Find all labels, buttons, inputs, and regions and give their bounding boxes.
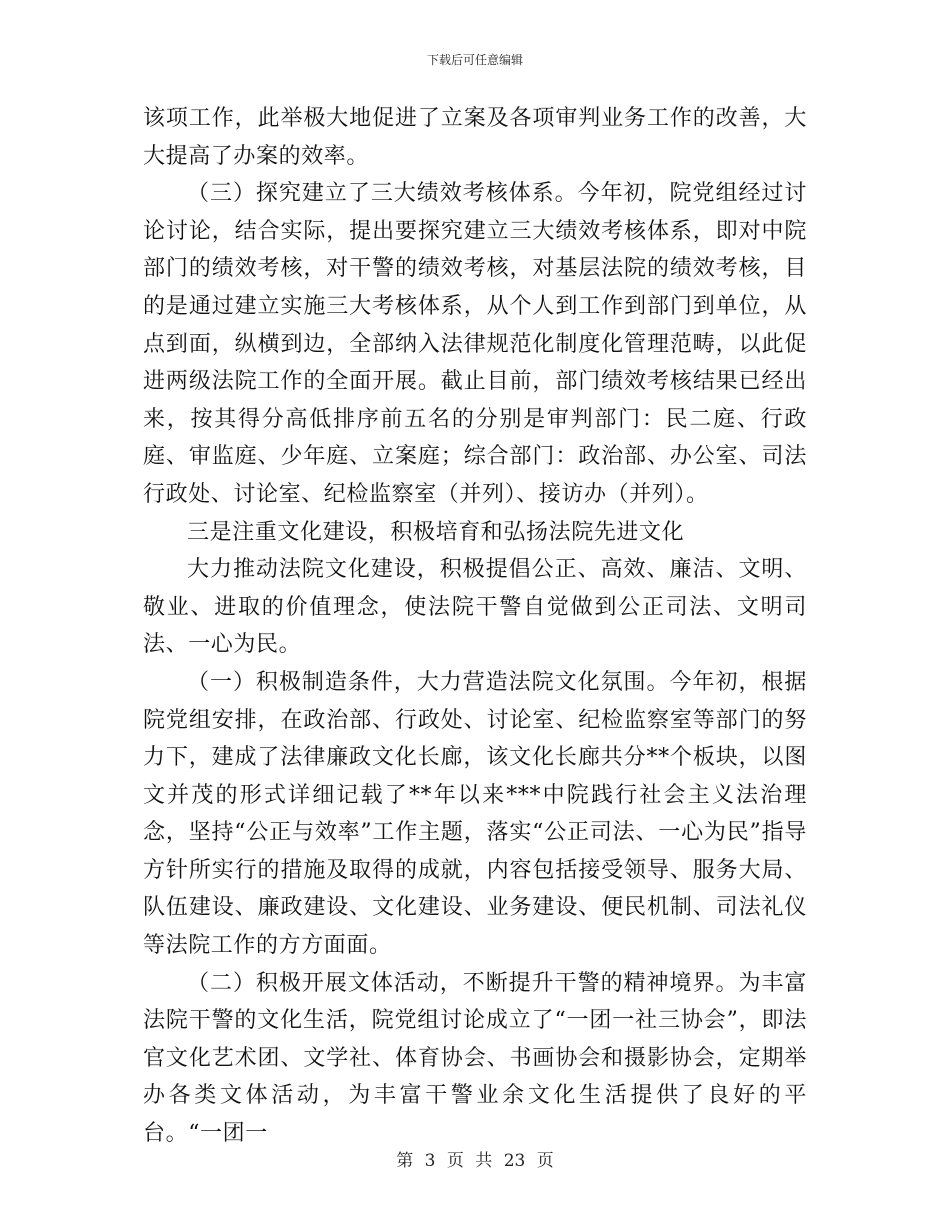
section-heading-culture: 三是注重文化建设，积极培育和弘扬法院先进文化 — [187, 519, 685, 545]
paragraph-cultural-activities: （二）积极开展文体活动，不断提升干警的精神境界。为丰富法院干警的文化生活，院党组讨论成立了“一团一社三协会”，即法官文化艺术团、文学社、体育协会、书画协会和摄影协会，定期举办各类文体活动，为丰富干警业余文化生活提供了良好的平台。“一团一 — [143, 970, 807, 1147]
document-body — [143, 100, 807, 1153]
paragraph-culture-atmosphere: （一）积极制造条件，大力营造法院文化氛围。今年初，根据院党组安排，在政治部、行政处、讨论室、纪检监察室等部门的努力下，建成了法律廉政文化长廊，该文化长廊共分**个板块，以图文并茂的形式详细记载了**年以来***中院践行社会主义法治理念，坚持“公正与效率”工作主题，落实“公正司法、一心为民”指导方针所实行的措施及取得的成就，内容包括接受领导、服务大局、队伍建设、廉政建设、文化建设、业务建设、便民机制、司法礼仪等法院工作的方方面面。 — [143, 669, 807, 959]
page-header-note: 下载后可任意编辑 — [426, 53, 523, 67]
paragraph-culture-intro: 大力推动法院文化建设，积极提倡公正、高效、廉洁、文明、敬业、进取的价值理念，使法院干警自觉做到公正司法、文明司法、一心为民。 — [143, 557, 807, 658]
page-number: 第 3 页 共 23 页 — [396, 1151, 554, 1171]
paragraph-performance-review: （三）探究建立了三大绩效考核体系。今年初，院党组经过讨论讨论，结合实际，提出要探究建立三大绩效考核体系，即对中院部门的绩效考核，对干警的绩效考核，对基层法院的绩效考核，目的是通过建立实施三大考核体系，从个人到工作到部门到单位，从点到面，纵横到边，全部纳入法律规范化制度化管理范畴，以此促进两级法院工作的全面开展。截止目前，部门绩效考核结果已经出来，按其得分高低排序前五名的分别是审判部门：民二庭、行政庭、审监庭、少年庭、立案庭；综合部门：政治部、办公室、司法行政处、讨论室、纪检监察室（并列）、接访办（并列）。 — [143, 181, 807, 507]
paragraph-continuation: 该项工作，此举极大地促进了立案及各项审判业务工作的改善，大大提高了办案的效率。 — [143, 106, 807, 169]
